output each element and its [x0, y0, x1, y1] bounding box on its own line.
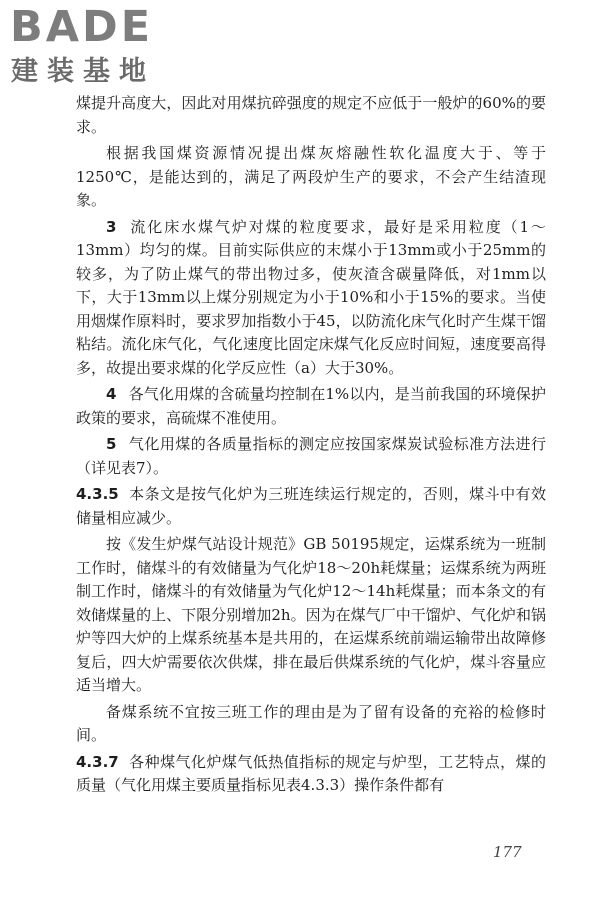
clause-4-3-7: 4.3.7 各种煤气化炉煤气低热值指标的规定与炉型，工艺特点，煤的质量（气化用煤主要质量指标见表4.3.3）操作条件都有 — [76, 752, 546, 794]
item-number: 3 — [106, 217, 117, 236]
clause-4-3-5: 4.3.5 本条文是按气化炉为三班连续运行规定的，否则，煤斗中有效储量相应减少。 — [76, 485, 546, 527]
paragraph: 根据我国煤资源情况提出煤灰熔融性软化温度大于、等于1250℃，是能达到的，满足了两段炉生产的要求，不会产生结渣现象。 — [76, 144, 546, 209]
paragraph-item-5: 5 气化用煤的各质量指标的测定应按国家煤炭试验标准方法进行（详见表7）。 — [76, 435, 546, 477]
item-number: 4 — [106, 385, 117, 403]
paragraph-continuation: 煤提升高度大，因此对用煤抗碎强度的规定不应低于一般炉的60%的要求。 — [76, 94, 546, 136]
body-text — [76, 92, 546, 801]
logo — [10, 4, 180, 92]
paragraph-item-3: 3 流化床水煤气炉对煤的粒度要求，最好是采用粒度（1～13mm）均匀的煤。目前实际供应的末煤小于13mm或小于25mm的较多，为了防止煤气的带出物过多，使灰渣含碳量降低，对1mm以下，大于13mm以上煤分别规定为小于10%和小于15%的要求。当使用烟煤作原料时，要求罗加指数小于45，以防流化床气化时产生煤干馏粘结。流化床气化，气化速度比固定床煤气化反应时间短，速度要高得多，故提出要求煤的化学反应性（a）大于30%。 — [76, 217, 546, 377]
paragraph: 按《发生炉煤气站设计规范》GB 50195规定，运煤系统为一班制工作时，储煤斗的有效储量为气化炉18～20h耗煤量；运煤系统为两班制工作时，储煤斗的有效储量为气化炉12～14h耗煤量；而本条文的有效储煤量的上、下限分别增加2h。因为在煤气厂中干馏炉、气化炉和锅炉等四大炉的上煤系统基本是共用的，在运煤系统前端运输带出故障修复后，四大炉需要依次供煤，排在最后供煤系统的气化炉，煤斗容量应适当增大。 — [76, 535, 546, 694]
logo-wordmark: BADE — [10, 2, 154, 52]
paragraph-item-4: 4 各气化用煤的含硫量均控制在1%以内，是当前我国的环境保护政策的要求，高硫煤不准使用。 — [76, 385, 546, 427]
page-number: 177 — [493, 843, 522, 861]
item-number: 5 — [106, 435, 117, 453]
clause-number: 4.3.7 — [76, 752, 119, 771]
clause-number: 4.3.5 — [76, 485, 119, 503]
logo-subtitle: 建装基地 — [11, 56, 155, 87]
paragraph: 备煤系统不宜按三班工作的理由是为了留有设备的充裕的检修时间。 — [76, 702, 546, 744]
